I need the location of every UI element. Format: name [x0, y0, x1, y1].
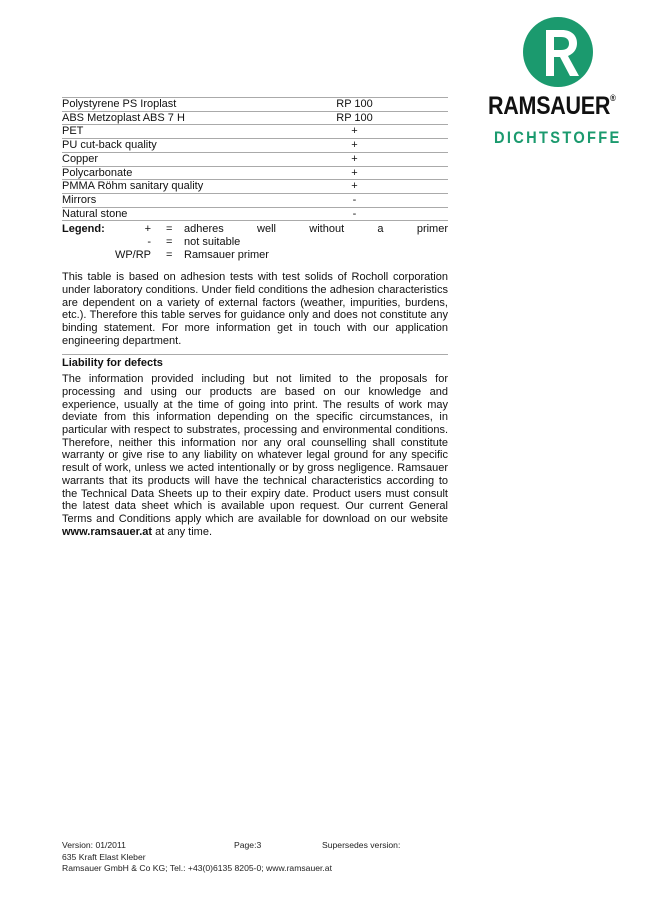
legend-entry	[62, 249, 448, 262]
substrate-row	[62, 152, 448, 166]
ramsauer-r-logo-icon	[522, 16, 594, 88]
footer-version: Version: 01/2011	[62, 840, 126, 850]
substrate-adhesion-value: -	[331, 207, 378, 221]
legend-description: not suitable	[184, 236, 241, 249]
liability-paragraph: The information provided including but not limited to the proposals for processing and using our products are based on our knowledge and experience, usually at the time of going into print. The results of work may deviate from this information depending on the specific circumstances, in particular with respect to substrates, processing and environmental conditions. Therefore, neither this information nor any oral counselling shall constitute warranty or give rise to any liability on whatever legal ground for any specific result of work, unless we acted intentionally or by gross negligence. Ramsauer warrants that its products will have the technical characteristics according to the Technical Data Sheets up to their expiry date. Product users must consult the latest data sheet which is available upon request. Our current General Terms and Conditions apply which are available for download on our website www.ramsauer.at at any time.	[62, 373, 448, 538]
substrate-table	[62, 97, 448, 221]
substrate-adhesion-value: +	[331, 166, 378, 180]
substrate-material: Natural stone	[62, 207, 331, 221]
footer-page-number: Page:3	[234, 840, 262, 850]
footer-company: Ramsauer GmbH & Co KG; Tel.: +43(0)6135 8205-0; www.ramsauer.at	[62, 863, 332, 873]
footer-product: 635 Kraft Elast Kleber	[62, 851, 146, 862]
substrate-row	[62, 207, 448, 221]
substrate-material: Mirrors	[62, 193, 331, 207]
legend-description: adheres well without a primer	[184, 223, 448, 236]
substrate-adhesion-value: +	[331, 139, 378, 153]
substrate-empty-cell	[378, 180, 448, 194]
substrate-adhesion-value: +	[331, 180, 378, 194]
substrate-adhesion-value: +	[331, 125, 378, 139]
section-divider	[62, 354, 448, 355]
substrate-material: Polycarbonate	[62, 166, 331, 180]
website-link[interactable]: www.ramsauer.at	[62, 525, 153, 538]
substrate-row	[62, 180, 448, 194]
document-content	[62, 97, 448, 538]
substrate-empty-cell	[378, 139, 448, 153]
page-footer	[62, 840, 462, 875]
substrate-row	[62, 125, 448, 139]
substrate-adhesion-value: +	[331, 152, 378, 166]
legend-symbol: WP/RP	[114, 249, 151, 262]
substrate-empty-cell	[378, 125, 448, 139]
legend-entry	[62, 223, 448, 236]
legend-symbol: +	[144, 223, 151, 236]
substrate-adhesion-value: RP 100	[331, 111, 378, 125]
substrate-material: PMMA Röhm sanitary quality	[62, 180, 331, 194]
substrate-adhesion-value: -	[331, 193, 378, 207]
logo-subtitle: DICHTSTOFFE	[494, 128, 622, 147]
substrate-adhesion-value: RP 100	[331, 98, 378, 112]
legend-description: Ramsauer primer	[184, 249, 269, 262]
legend	[62, 223, 448, 263]
substrate-empty-cell	[378, 193, 448, 207]
legend-equals: =	[166, 236, 173, 249]
legend-label: Legend:	[62, 223, 105, 236]
legend-equals: =	[166, 249, 173, 262]
substrate-material: Polystyrene PS Iroplast	[62, 98, 331, 112]
substrate-empty-cell	[378, 207, 448, 221]
company-logo	[488, 16, 628, 156]
substrate-row	[62, 166, 448, 180]
substrate-empty-cell	[378, 111, 448, 125]
substrate-empty-cell	[378, 152, 448, 166]
legend-symbol: -	[147, 236, 151, 249]
substrate-row	[62, 193, 448, 207]
legend-entry	[62, 236, 448, 249]
substrate-material: PET	[62, 125, 331, 139]
section-heading: Liability for defects	[62, 356, 163, 369]
substrate-row	[62, 98, 448, 112]
substrate-material: PU cut-back quality	[62, 139, 331, 153]
substrate-empty-cell	[378, 166, 448, 180]
substrate-material: Copper	[62, 152, 331, 166]
disclaimer-paragraph: This table is based on adhesion tests with test solids of Rocholl corporation under laboratory conditions. Under field conditions the adhesion characteristics are dependent on a variety of external factors (weather, impurities, burdens, etc.). Therefore this table serves for guidance only and does not constitute any binding statement. For more information get in touch with our application engineering department.	[62, 271, 448, 347]
logo-brand-text: RAMSAUER®	[488, 92, 616, 120]
substrate-row	[62, 111, 448, 125]
substrate-empty-cell	[378, 98, 448, 112]
legend-equals: =	[166, 223, 173, 236]
footer-supersedes: Supersedes version:	[322, 840, 401, 850]
substrate-material: ABS Metzoplast ABS 7 H	[62, 111, 331, 125]
substrate-row	[62, 139, 448, 153]
